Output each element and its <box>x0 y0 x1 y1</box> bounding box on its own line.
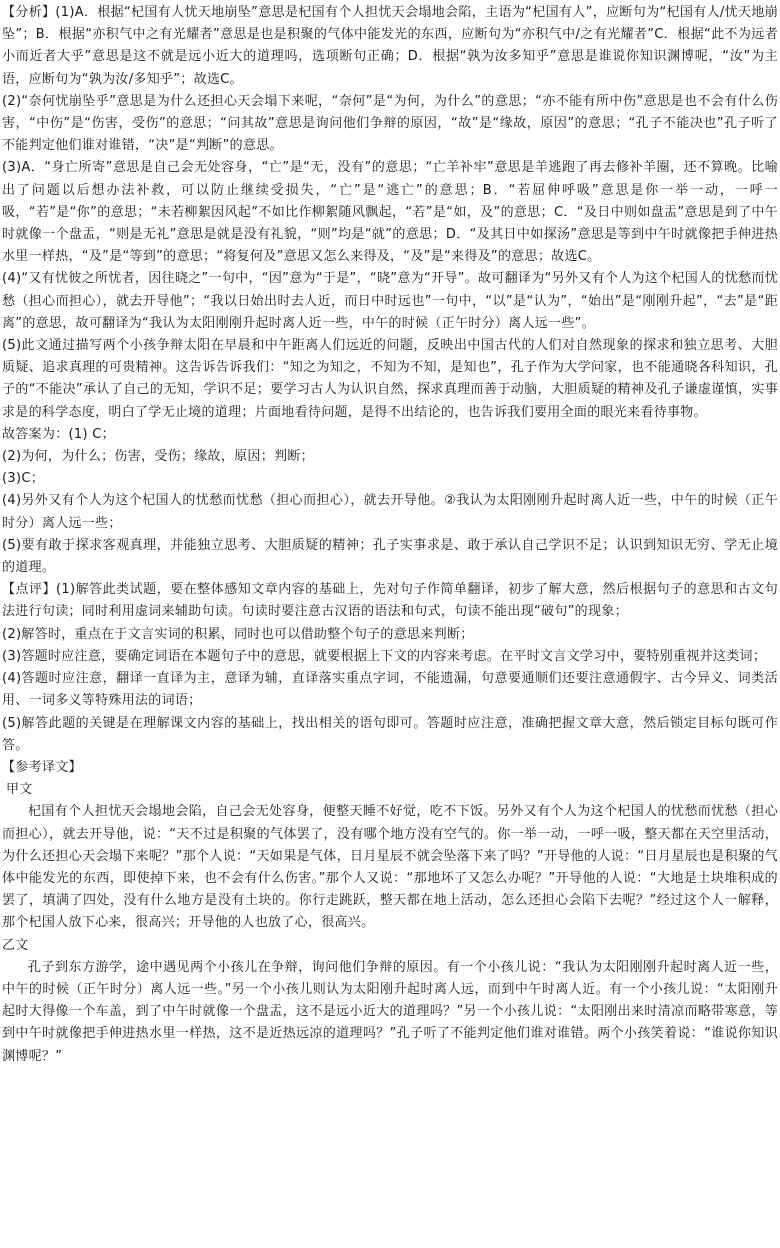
comment-paragraph-1: 【点评】(1)解答此类试题，要在整体感知文章内容的基础上，先对句子作简单翻译，初步了解大意，然后根据句子的意思和古文句法进行句读；同时利用虚词来辅助句读。句读时要注意古汉语的语法和句式，句读不能出现“破句”的现象； <box>2 582 778 620</box>
comment-paragraph-5: (5)解答此题的关键是在理解课文内容的基础上，找出相关的语句即可。答题时应注意，准确把握文章大意，然后锁定目标句既可作答。 <box>2 715 778 753</box>
analysis-paragraph-4: (4)“又有忧彼之所忧者，因往晓之”一句中，“因”意为“于是”，“晓”意为“开导”。故可翻译为“另外又有个人为这个杞国人的忧愁而忧愁（担心而担心），就去开导他”；“我以日始出时去人近，而日中时远也”一句中，“以”是“认为”，“始出”是“刚刚升起”，“去”是“距离”的意思，故可翻译为“我认为太阳刚刚升起时离人近一些，中午的时候（正午时分）离人远一些”。 <box>2 271 778 331</box>
translation-jia-label: 甲文 <box>6 782 33 798</box>
analysis-paragraph-1: 【分析】(1)A．根据“杞国有人忧天地崩坠”意思是杞国有个人担忧天会塌地会陷，主语为“杞国有人”，应断句为“杞国有人/忧天地崩坠”；B．根据“亦积气中之有光耀者”意思是也是积聚的气体中能发光的东西，应断句为“亦积气中/之有光耀者”C．根据“此不为远者小而近者大乎”意思是这不就是远小近大的道理吗，选项断句正确；D．根据“孰为汝多知乎”意思是谁说你知识渊博呢，“汝”为主语，应断句为“孰为汝/多知乎”；故选C。 <box>2 5 778 87</box>
comment-paragraph-4: (4)答题时应注意，翻译一直译为主，意译为辅，直译落实重点字词，不能遗漏，句意要通顺们还要注意通假字、古今异义、词类活用、一词多义等特殊用法的词语； <box>2 671 778 709</box>
analysis-paragraph-2: (2)“奈何忧崩坠乎”意思是为什么还担心天会塌下来呢，“奈何”是“为何，为什么”的意思；“亦不能有所中伤”意思是也不会有什么伤害，“中伤”是“伤害，受伤”的意思；“问其故”意思是询问他们争辩的原因，“故”是“缘故，原因”的意思；“孔子不能决也”孔子听了不能判定他们谁对谁错，“决”是“判断”的意思。 <box>2 93 778 154</box>
analysis-paragraph-5: (5)此文通过描写两个小孩争辩太阳在早晨和中午距离人们远近的问题，反映出中国古代的人们对自然现象的探求和独立思考、大胆质疑、追求真理的可贵精神。这告诉告诉我们：“知之为知之，不知为不知，是知也”，孔子作为大学问家，也不能通晓各科知识，孔子的“不能决”承认了自己的无知，学识不足；要学习古人为认识自然，探求真理而善于动脑，大胆质疑的精神及孔子谦虚谨慎，实事求是的科学态度，明白了学无止境的道理；片面地看待问题，是得不出结论的，也告诉我们要用全面的眼光来看待事物。 <box>2 338 778 420</box>
answer-line-3: (3)C； <box>2 471 44 487</box>
answer-line-1: 故答案为：(1) C； <box>2 426 115 442</box>
answer-line-2: (2)为何，为什么；伤害，受伤；缘故，原因；判断； <box>2 449 314 465</box>
analysis-paragraph-3: (3)A．“身亡所寄”意思是自己会无处容身，“亡”是“无，没有”的意思；“亡羊补牢”意思是羊逃跑了再去修补羊圈，还不算晚。比喻出了问题以后想办法补救，可以防止继续受损失，“亡”是“逃亡”的意思；B．“若屈伸呼吸”意思是你一举一动，一呼一吸，“若”是“你”的意思；“未若柳絮因风起”不如比作柳絮随风飘起，“若”是“如，及”的意思；C．“及日中则如盘盂”意思是到了中午时就像一个盘盂，“则是无礼”意思是就是没有礼貌，“则”均是“就”的意思；D．“及其日中如探汤”意思是等到中午时就像把手伸进热水里一样热，“及”是“等到”的意思；“将复何及”意思又怎么来得及，“及”是“来得及”的意思；故选C。 <box>2 160 778 265</box>
translation-heading: 【参考译文】 <box>2 759 82 775</box>
comment-paragraph-2: (2)解答时，重点在于文言实词的积累，同时也可以借助整个句子的意思来判断； <box>2 626 474 642</box>
translation-jia-text: 杞国有个人担忧天会塌地会陷，自己会无处容身，便整天睡不好觉，吃不下饭。另外又有个人为这个杞国人的忧愁而忧愁（担心而担心），就去开导他，说：“天不过是积聚的气体罢了，没有哪个地方没有空气的。你一举一动，一呼一吸，整天都在天空里活动，为什么还担心天会塌下来呢？”那个人说：“天如果是气体，日月星辰不就会坠落下来了吗？”开导他的人说：“日月星辰也是积聚的气体中能发光的东西，即使掉下来，也不会有什么伤害。”那个人又说：“那地坏了又怎么办呢？”开导他的人说：“大地是土块堆积成的罢了，填满了四处，没有什么地方是没有土块的。你行走跳跃，整天都在地上活动，怎么还担心会陷下去呢？”经过这个人一解释，那个杞国人放下心来，很高兴；开导他的人也放了心，很高兴。 <box>2 804 778 931</box>
translation-yi-text: 孔子到东方游学，途中遇见两个小孩儿在争辩，询问他们争辩的原因。有一个小孩儿说：“我认为太阳刚刚升起时离人近一些，中午的时候（正午时分）离人远一些。”另一个小孩儿则认为太阳刚升起时离人远，而到中午时离人近。有一个小孩儿说：“太阳刚升起时大得像一个车盖，到了中午时就像一个盘盂，这不是远小近大的道理吗？”另一个小孩儿说：“太阳刚出来时清凉而略带寒意，等到中午时就像把手伸进热水里一样热，这不是近热远凉的道理吗？”孔子听了不能判定他们谁对谁错。两个小孩笑着说：“谁说你知识渊博呢？” <box>2 959 778 1064</box>
comment-paragraph-3: (3)答题时应注意，要确定词语在本题句子中的意思，就要根据上下文的内容来考虑。在平时文言文学习中，要特别重视并这类词； <box>2 648 767 664</box>
translation-yi-label: 乙文 <box>2 937 29 953</box>
answer-line-4: (4)另外又有个人为这个杞国人的忧愁而忧愁（担心而担心），就去开导他。②我认为太阳刚刚升起时离人近一些，中午的时候（正午时分）离人远一些； <box>2 493 778 531</box>
answer-line-5: (5)要有敢于探求客观真理，并能独立思考、大胆质疑的精神；孔子实事求是、敢于承认自己学识不足；认识到知识无穷、学无止境的道理。 <box>2 537 778 576</box>
